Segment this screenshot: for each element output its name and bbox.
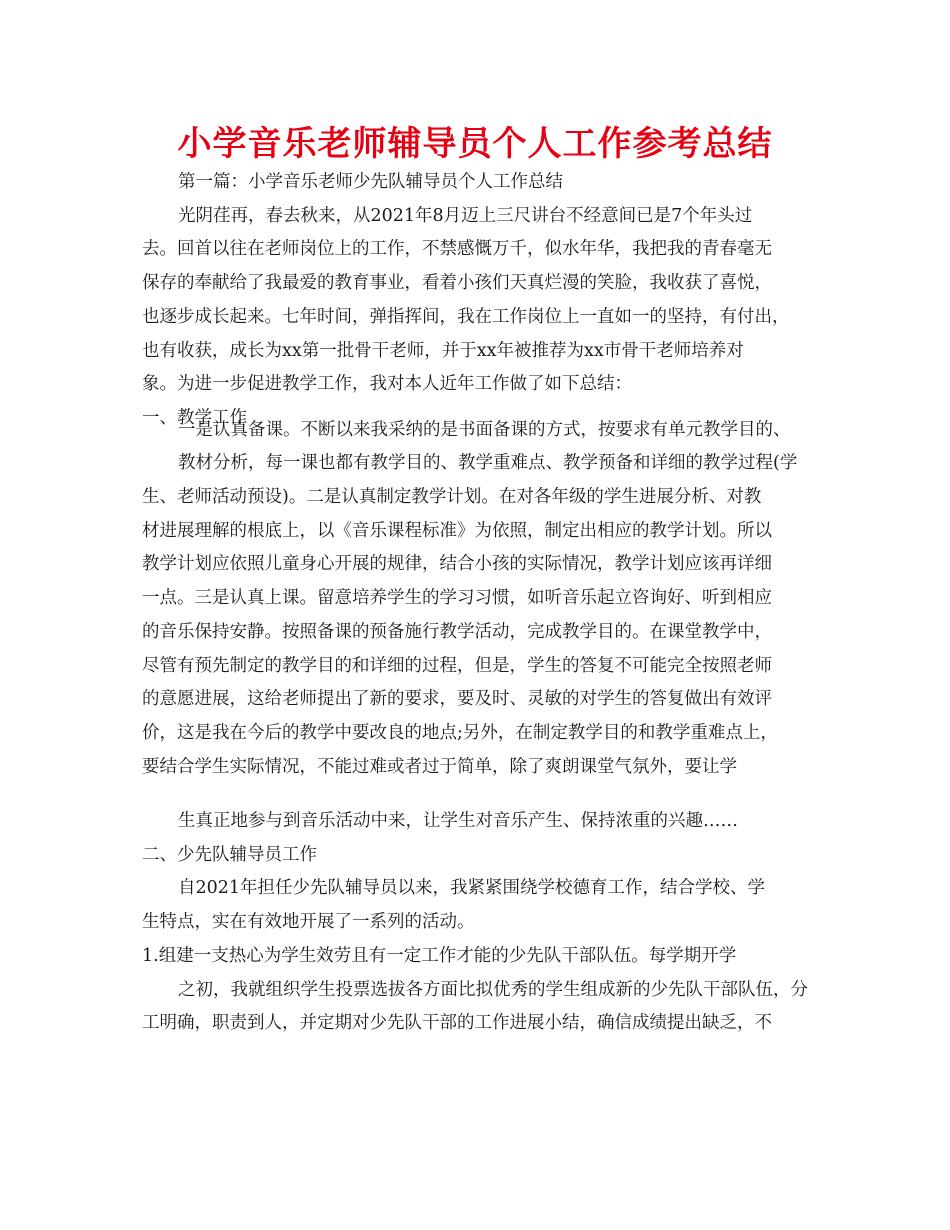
paragraph-line: 一点。三是认真上课。留意培养学生的学习习惯，如听音乐起立咨询好、听到相应 xyxy=(142,588,772,608)
document-title: 小学音乐老师辅导员个人工作参考总结 xyxy=(177,124,773,164)
paragraph-line: 象。为进一步促进教学工作，我对本人近年工作做了如下总结： xyxy=(142,374,632,394)
paragraph-line: 要结合学生实际情况，不能过难或者过于简单，除了爽朗课堂气氛外，要让学 xyxy=(142,757,737,777)
paragraph-line: 生真正地参与到音乐活动中来，让学生对音乐产生、保持浓重的兴趣…… xyxy=(178,811,738,831)
paragraph-line: 的意愿进展，这给老师提出了新的要求，要及时、灵敏的对学生的答复做出有效评 xyxy=(142,689,772,709)
paragraph-line: 去。回首以往在老师岗位上的工作，不禁感慨万千，似水年华，我把我的青春毫无 xyxy=(142,239,772,259)
paragraph-line: 保存的奉献给了我最爱的教育事业，看着小孩们天真烂漫的笑脸，我收获了喜悦， xyxy=(142,273,772,293)
paragraph-line: 光阴荏再，春去秋来，从2021年8月迈上三尺讲台不经意间已是7个年头过 xyxy=(178,206,753,226)
paragraph-line: 之初，我就组织学生投票选拔各方面比拟优秀的学生组成新的少先队干部队伍，分 xyxy=(178,980,808,1000)
paragraph-line: 生特点，实在有效地开展了一系列的活动。 xyxy=(142,912,475,932)
paragraph-line: 的音乐保持安静。按照备课的预备施行教学活动，完成教学目的。在课堂教学中， xyxy=(142,622,772,642)
section-heading: 一是认真备课。不断以来我采纳的是书面备课的方式，按要求有单元教学目的、 xyxy=(178,420,791,440)
paragraph-line: 一、教学工作 xyxy=(142,408,247,428)
paragraph-line: 1.组建一支热心为学生效劳且有一定工作才能的少先队干部队伍。每学期开学 xyxy=(142,946,737,966)
paragraph-line: 教学计划应依照儿童身心开展的规律，结合小孩的实际情况，教学计划应该再详细 xyxy=(142,554,772,574)
paragraph-line: 工明确，职责到人，并定期对少先队干部的工作进展小结，确信成绩提出缺乏，不 xyxy=(142,1013,772,1033)
paragraph-line: 价，这是我在今后的教学中要改良的地点;另外，在制定教学目的和教学重难点上， xyxy=(142,723,778,743)
paragraph-line: 教材分析，每一课也都有教学目的、教学重难点、教学预备和详细的教学过程(学 xyxy=(178,453,798,473)
paragraph-line: 材进展理解的根底上，以《音乐课程标准》为依照，制定出相应的教学计划。所以 xyxy=(142,521,772,541)
section-subtitle: 第一篇：小学音乐老师少先队辅导员个人工作总结 xyxy=(178,172,563,192)
paragraph-line: 生、老师活动预设)。二是认真制定教学计划。在对各年级的学生进展分析、对教 xyxy=(142,487,762,507)
paragraph-line: 尽管有预先制定的教学目的和详细的过程，但是，学生的答复不可能完全按照老师 xyxy=(142,656,772,676)
section-heading: 自2021年担任少先队辅导员以来，我紧紧围绕学校德育工作，结合学校、学 xyxy=(178,878,766,898)
paragraph-line: 二、少先队辅导员工作 xyxy=(142,845,317,865)
paragraph-line: 也有收获，成长为xx第一批骨干老师，并于xx年被推荐为xx市骨干老师培养对 xyxy=(142,341,744,361)
paragraph-line: 也逐步成长起来。七年时间，弹指挥间，我在工作岗位上一直如一的坚持，有付出， xyxy=(142,307,790,327)
